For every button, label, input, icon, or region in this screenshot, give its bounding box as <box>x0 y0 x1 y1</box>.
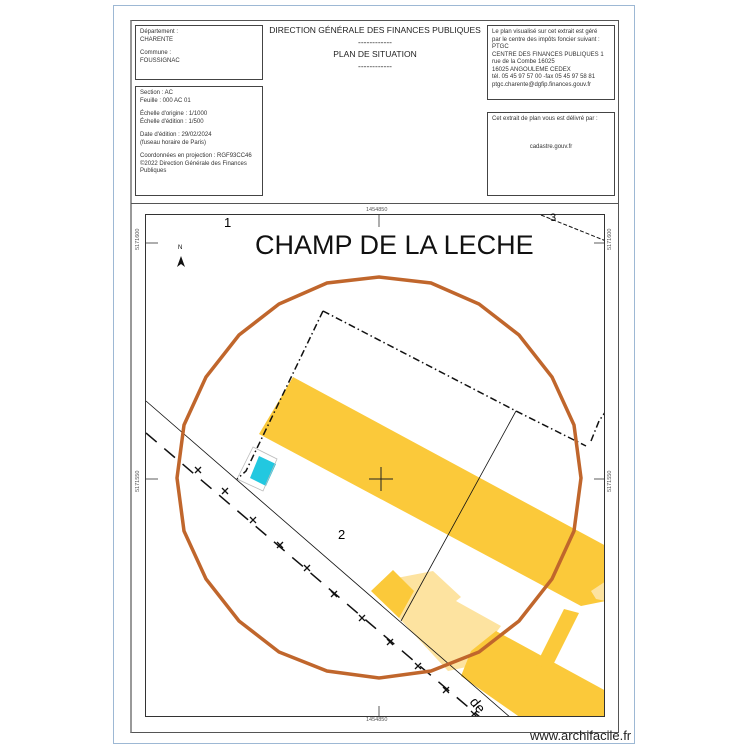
direction-title: DIRECTION GÉNÉRALE DES FINANCES PUBLIQUES <box>269 25 481 35</box>
plan-title: PLAN DE SITUATION <box>333 49 417 59</box>
parcel-label-2: 2 <box>338 527 346 542</box>
coord-y-top-left: 5171600 <box>135 228 141 250</box>
delivre-box <box>487 112 615 196</box>
delivre-label: Cet extrait de plan vous est délivré par : <box>492 116 598 122</box>
commune-box <box>135 25 263 80</box>
north-arrow-icon <box>177 256 185 267</box>
place-name-label: CHAMP DE LA LECHE <box>255 230 534 260</box>
coord-x-top: 1454850 <box>366 207 388 213</box>
parcel-label-3: 3 <box>550 212 557 224</box>
cadastral-map[interactable] <box>145 214 605 717</box>
commune-value: FOUSSIGNAC <box>140 57 180 64</box>
coordonnees: Coordonnées en projection : RGF93CC46 <box>140 153 252 159</box>
coord-y-mid-left: 5171550 <box>135 470 141 492</box>
centre-line: PTGC <box>492 44 509 50</box>
north-label: N <box>178 245 183 251</box>
parcel-label-1: 1 <box>224 215 232 230</box>
echelle-origine: Échelle d'origine : 1/1000 <box>140 111 208 117</box>
centre-line: CENTRE DES FINANCES PUBLIQUES 1 <box>492 51 604 58</box>
map-canvas <box>146 215 605 717</box>
centre-box <box>487 25 615 100</box>
delivre-value[interactable]: cadastre.gouv.fr <box>529 143 573 150</box>
centre-line: Le plan visualisé sur cet extrait est géré <box>492 29 598 35</box>
header-title-block <box>264 24 486 72</box>
commune-label: Commune : <box>140 50 172 56</box>
echelle-edition: Échelle d'édition : 1/500 <box>140 118 204 125</box>
centre-line: rue de la Combe 16025 <box>492 59 555 65</box>
departement-label: Département : <box>140 29 179 35</box>
separator-1: ------------ <box>358 37 392 47</box>
coord-x-bottom: 1454850 <box>366 717 388 723</box>
copyright-2: Publiques <box>140 168 167 174</box>
centre-email: ptgc.charente@dgfip.finances.gouv.fr <box>492 81 592 88</box>
feuille: Feuille : 000 AC 01 <box>140 97 191 104</box>
separator-2: ------------ <box>358 61 392 71</box>
copyright-1: ©2022 Direction Générale des Finances <box>140 160 247 167</box>
building-right-strip <box>536 609 579 669</box>
centre-line: par le centre des impôts foncier suivant : <box>492 36 600 43</box>
section-box <box>135 86 263 196</box>
centre-line: tél. 05 45 97 57 00 -fax 05 45 97 58 81 <box>492 74 596 80</box>
watermark: www.archifacile.fr <box>530 728 632 743</box>
fuseau: (fuseau horaire de Paris) <box>140 139 207 146</box>
section: Section : AC <box>140 90 174 96</box>
departement-value: CHARENTE <box>140 36 174 43</box>
date-edition: Date d'édition : 29/02/2024 <box>140 132 212 138</box>
road-label: de <box>466 693 489 717</box>
coord-y-top-right: 5171600 <box>607 228 613 250</box>
centre-line: 16025 ANGOULEME CEDEX <box>492 66 571 73</box>
coord-y-mid-right: 5171550 <box>607 470 613 492</box>
